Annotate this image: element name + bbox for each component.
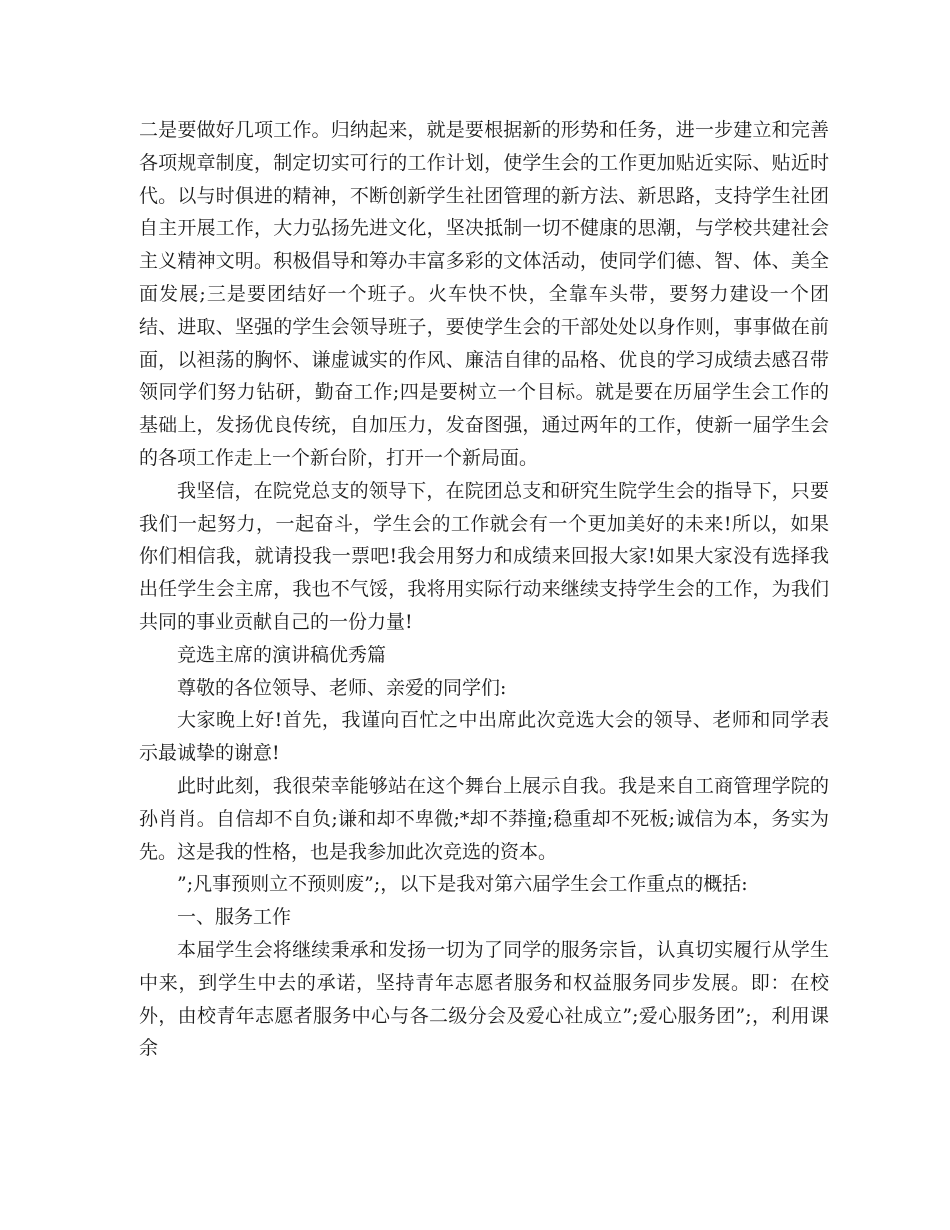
subheading-service-work: 一、服务工作 [177, 906, 292, 929]
paragraph-self-intro: 此时此刻，我很荣幸能够站在这个舞台上展示自我。我是来自工商管理学院的孙肖肖。自信却不自负;谦和却不卑微;*却不莽撞;稳重却不死板;诚信为本，务实为先。这是我的性格，也是我参加此次竞选的资本。 [139, 774, 829, 863]
paragraph-service: 本届学生会将继续秉承和发扬一切为了同学的服务宗旨，认真切实履行从学生中来，到学生中去的承诺，坚持青年志愿者服务和权益服务同步发展。即：在校外，由校青年志愿者服务中心与各二级分会及爱心社成立”;爱心服务团”;，利用课余 [139, 938, 829, 1060]
salutation: 尊敬的各位领导、老师、亲爱的同学们: [177, 676, 507, 699]
paragraph-overview: ”;凡事预则立不预则废”;，以下是我对第六届学生会工作重点的概括: [177, 873, 748, 896]
paragraph-belief: 我坚信，在院党总支的领导下，在院团总支和研究生院学生会的指导下，只要我们一起努力，一起奋斗，学生会的工作就会有一个更加美好的未来!所以，如果你们相信我，就请投我一票吧!我会用努力和成绩来回报大家!如果大家没有选择我出任学生会主席，我也不气馁，我将用实际行动来继续支持学生会的工作，为我们共同的事业贡献自己的一份力量! [139, 479, 829, 633]
paragraph-greeting: 大家晚上好!首先，我谨向百忙之中出席此次竞选大会的领导、老师和同学表示最诚挚的谢意! [139, 709, 829, 765]
document-body [139, 114, 829, 1065]
paragraph-work-items: 二是要做好几项工作。归纳起来，就是要根据新的形势和任务，进一步建立和完善各项规章制度，制定切实可行的工作计划，使学生会的工作更加贴近实际、贴近时代。以与时俱进的精神，不断创新学生社团管理的新方法、新思路，支持学生社团自主开展工作，大力弘扬先进文化，坚决抵制一切不健康的思潮，与学校共建社会主义精神文明。积极倡导和筹办丰富多彩的文体活动，使同学们德、智、体、美全面发展;三是要团结好一个班子。火车快不快，全靠车头带，要努力建设一个团结、进取、坚强的学生会领导班子，要使学生会的干部处处以身作则，事事做在前面，以袒荡的胸怀、谦虚诚实的作风、廉洁自律的品格、优良的学习成绩去感召带领同学们努力钻研，勤奋工作;四是要树立一个目标。就是要在历届学生会工作的基础上，发扬优良传统，自加压力，发奋图强，通过两年的工作，使新一届学生会的各项工作走上一个新台阶，打开一个新局面。 [139, 119, 829, 469]
section-heading: 竞选主席的演讲稿优秀篇 [177, 643, 387, 666]
